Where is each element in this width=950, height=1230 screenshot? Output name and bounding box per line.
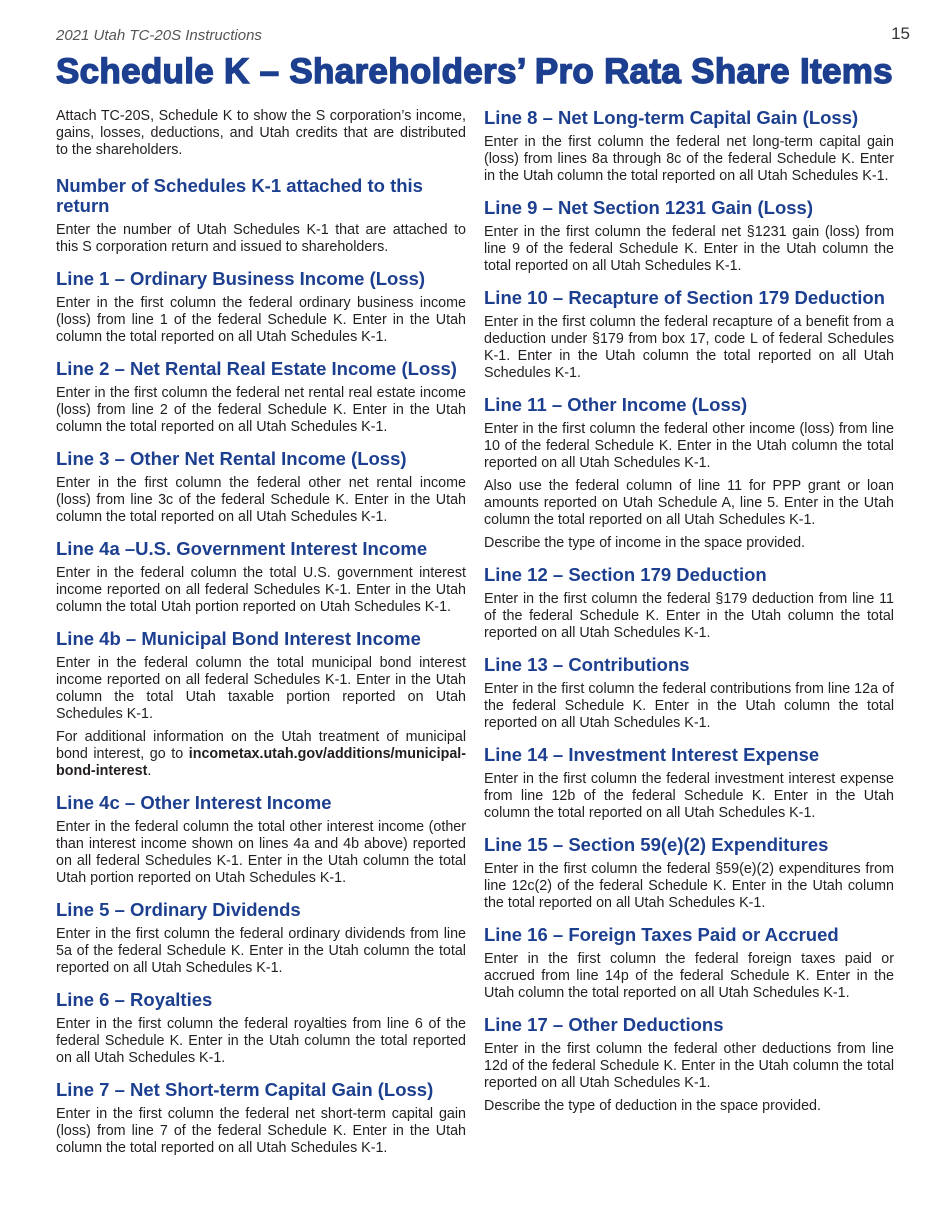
section-body: Enter in the first column the federal other net rental income (loss) from line 3c of the federal Schedule K. Enter in the Utah column the total reported on all Utah Schedules K-1.: [56, 475, 466, 525]
section-body: Enter in the federal column the total municipal bond interest income reported on all federal Schedules K-1. Enter in the Utah column the total Utah taxable portion reported on Utah Schedules K-1.: [56, 655, 466, 722]
page-number: 15: [891, 24, 910, 43]
section-body: Enter in the first column the federal net §1231 gain (loss) from line 9 of the federal Schedule K. Enter in the Utah column the total reported on all Utah Schedules K-1.: [484, 224, 894, 274]
section-body-note: Describe the type of income in the space provided.: [484, 535, 806, 551]
section-body: Enter in the first column the federal ordinary business income (loss) from line 1 of the federal Schedule K. Enter in the Utah column the total reported on all Utah Schedules K-1.: [56, 295, 466, 345]
section-body: Enter in the first column the federal net long-term capital gain (loss) from lines 8a through 8c of the federal Schedule K. Enter in the Utah column the total reported on all Utah Schedules K-1.: [484, 134, 894, 184]
section-heading: Line 3 – Other Net Rental Income (Loss): [56, 448, 407, 469]
section-heading: Line 8 – Net Long-term Capital Gain (Loss): [484, 107, 859, 128]
section-body: Enter in the first column the federal §59(e)(2) expenditures from line 12c(2) of the federal Schedule K. Enter in the Utah column the total reported on all Utah Schedules K-1.: [484, 861, 894, 911]
page-title: Schedule K – Shareholders’ Pro Rata Share Items: [56, 52, 893, 91]
section-body: Enter in the first column the federal investment interest expense from line 12b of the federal Schedule K. Enter in the Utah column the total reported on all Utah Schedules K-1.: [484, 771, 894, 821]
section-line-1: [56, 269, 466, 346]
section-body-note: Also use the federal column of line 11 for PPP grant or loan amounts reported on Utah Schedule A, line 5. Enter in the Utah column the total reported on all Utah Schedules K-1.: [484, 478, 894, 528]
section-body: Enter in the first column the federal other deductions from line 12d of the federal Schedule K. Enter in the Utah column the total reported on all Utah Schedules K-1.: [484, 1041, 894, 1091]
section-body: Enter in the federal column the total other interest income (other than interest income shown on lines 4a and 4b above) reported on all federal Schedules K-1. Enter in the Utah column the total Utah portion reported on Utah Schedules K-1.: [56, 819, 466, 886]
section-body: Enter in the first column the federal recapture of a benefit from a deduction under §179 from box 17, code L of federal Schedules K-1. Enter in the Utah column the total reported on all Utah Schedules K-1.: [484, 314, 894, 381]
section-heading: Line 2 – Net Rental Real Estate Income (Loss): [56, 358, 457, 379]
section-heading: Line 16 – Foreign Taxes Paid or Accrued: [484, 924, 839, 945]
section-heading: Line 4b – Municipal Bond Interest Income: [56, 628, 421, 649]
section-k1-count: [56, 176, 466, 256]
section-heading: Line 9 – Net Section 1231 Gain (Loss): [484, 197, 813, 218]
section-heading: Line 13 – Contributions: [484, 654, 690, 675]
section-line-4a: [56, 539, 466, 616]
left-column: [56, 108, 466, 1170]
section-body: Enter in the first column the federal §179 deduction from line 11 of the federal Schedule K. Enter in the Utah column the total reported on all Utah Schedules K-1.: [484, 591, 894, 641]
intro-text: Attach TC-20S, Schedule K to show the S corporation’s income, gains, losses, deductions, and Utah credits that are distributed to the shareholders.: [56, 108, 466, 158]
section-body: Enter the number of Utah Schedules K-1 that are attached to this S corporation return and issued to shareholders.: [56, 222, 466, 255]
section-line-16: [484, 925, 894, 1002]
section-body: Enter in the first column the federal net short-term capital gain (loss) from line 7 of the federal Schedule K. Enter in the Utah column the total reported on all Utah Schedules K-1.: [56, 1106, 466, 1156]
section-heading: Line 5 – Ordinary Dividends: [56, 899, 301, 920]
section-heading: Line 14 – Investment Interest Expense: [484, 744, 820, 765]
section-heading: Line 11 – Other Income (Loss): [484, 394, 748, 415]
section-body: Enter in the federal column the total U.S. government interest income reported on all federal Schedules K-1. Enter in the Utah column the total Utah portion reported on Utah Schedules K-1.: [56, 565, 466, 615]
section-body: Enter in the first column the federal other income (loss) from line 10 of the federal Schedule K. Enter in the Utah column the total reported on all Utah Schedules K-1.: [484, 421, 894, 471]
section-line-8: [484, 108, 894, 185]
note-text: For additional information on the Utah treatment of municipal bond interest, go to: [56, 729, 466, 762]
section-line-7: [56, 1080, 466, 1157]
note-suffix: .: [147, 763, 152, 779]
section-heading: Line 1 – Ordinary Business Income (Loss): [56, 268, 426, 289]
section-heading: Line 15 – Section 59(e)(2) Expenditures: [484, 834, 829, 855]
section-line-9: [484, 198, 894, 275]
section-line-15: [484, 835, 894, 912]
section-body-note: [56, 729, 466, 780]
section-body-note: Describe the type of deduction in the space provided.: [484, 1098, 821, 1114]
section-body: Enter in the first column the federal contributions from line 12a of the federal Schedule K. Enter in the Utah column the total reported on all Utah Schedules K-1.: [484, 681, 894, 731]
section-line-5: [56, 900, 466, 977]
section-line-14: [484, 745, 894, 822]
section-line-2: [56, 359, 466, 436]
section-line-6: [56, 990, 466, 1067]
section-line-10: [484, 288, 894, 382]
section-line-12: [484, 565, 894, 642]
section-body: Enter in the first column the federal foreign taxes paid or accrued from line 14p of the federal Schedule K. Enter in the Utah column the total reported on all Utah Schedules K-1.: [484, 951, 894, 1001]
section-line-13: [484, 655, 894, 732]
section-line-4b: [56, 629, 466, 780]
section-body: Enter in the first column the federal royalties from line 6 of the federal Schedule K. Enter in the Utah column the total reported on all Utah Schedules K-1.: [56, 1016, 466, 1066]
section-heading: Line 4c – Other Interest Income: [56, 792, 332, 813]
section-line-3: [56, 449, 466, 526]
section-heading: Number of Schedules K-1 attached to this return: [56, 175, 423, 216]
section-heading: Line 4a –U.S. Government Interest Income: [56, 538, 428, 559]
section-heading: Line 12 – Section 179 Deduction: [484, 564, 767, 585]
municipal-bond-link[interactable]: incometax.utah.gov/additions/municipal-bond-interest: [56, 746, 466, 779]
doc-label: 2021 Utah TC-20S Instructions: [56, 27, 262, 44]
section-heading: Line 7 – Net Short-term Capital Gain (Loss): [56, 1079, 434, 1100]
section-line-4c: [56, 793, 466, 887]
section-line-17: [484, 1015, 894, 1115]
section-line-11: [484, 395, 894, 552]
right-column: [484, 108, 894, 1128]
section-body: Enter in the first column the federal ordinary dividends from line 5a of the federal Schedule K. Enter in the Utah column the total reported on all Utah Schedules K-1.: [56, 926, 466, 976]
section-heading: Line 10 – Recapture of Section 179 Deduction: [484, 287, 885, 308]
section-heading: Line 17 – Other Deductions: [484, 1014, 724, 1035]
section-heading: Line 6 – Royalties: [56, 989, 213, 1010]
section-body: Enter in the first column the federal net rental real estate income (loss) from line 2 of the federal Schedule K. Enter in the Utah column the total reported on all Utah Schedules K-1.: [56, 385, 466, 435]
